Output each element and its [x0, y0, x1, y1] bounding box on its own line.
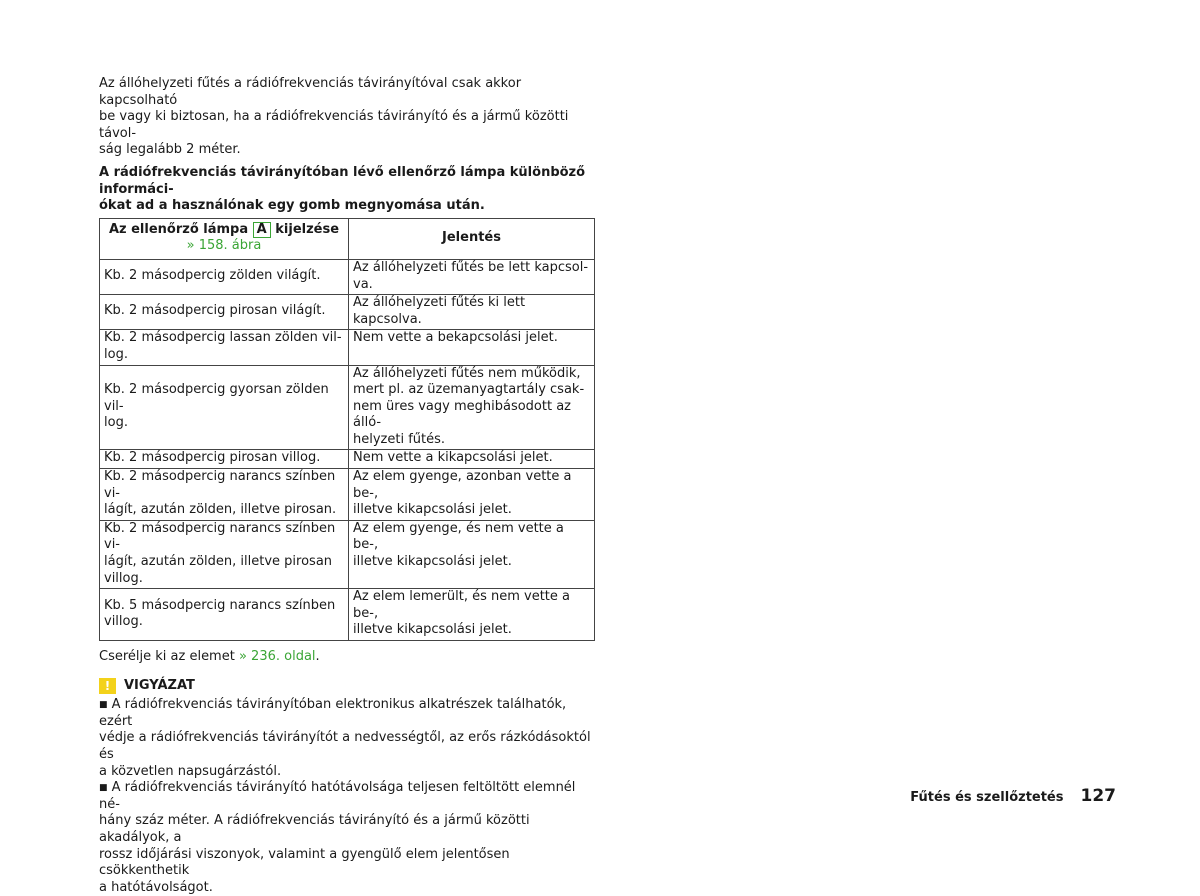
cell-indicator: Kb. 2 másodpercig narancs színben vi- lágít, azután zölden, illetve pirosan.	[100, 469, 349, 521]
intro-line: Az állóhelyzeti fűtés a rádiófrekvenciás távirányítóval csak akkor kapcsolható	[99, 76, 522, 108]
header-meaning: Jelentés	[349, 218, 595, 259]
intro-paragraph	[99, 76, 595, 159]
page-number: 127	[1080, 786, 1116, 806]
cell-meaning: Az állóhelyzeti fűtés be lett kapcsol- va.	[349, 259, 595, 294]
intro-line: ság legalább 2 méter.	[99, 142, 241, 158]
intro-line: be vagy ki biztosan, ha a rádiófrekvenciás távirányító és a jármű közötti távol-	[99, 109, 569, 141]
subhead-line: ókat ad a használónak egy gomb megnyomása után.	[99, 198, 485, 214]
table-row	[100, 295, 595, 330]
cell-indicator: Kb. 2 másodpercig pirosan villog.	[100, 450, 349, 469]
cell-indicator: Kb. 2 másodpercig zölden világít.	[100, 259, 349, 294]
figure-reference-link[interactable]: » 158. ábra	[186, 238, 262, 254]
subhead-line: A rádiófrekvenciás távirányítóban lévő ellenőrző lámpa különböző informáci-	[99, 164, 586, 197]
table-row	[100, 450, 595, 469]
cell-indicator: Kb. 5 másodpercig narancs színben villog.	[100, 589, 349, 641]
table-row	[100, 589, 595, 641]
table-row	[100, 259, 595, 294]
warning-body	[99, 697, 595, 896]
warning-title: VIGYÁZAT	[124, 677, 195, 693]
cell-meaning: Az elem lemerült, és nem vette a be-, illetve kikapcsolási jelet.	[349, 589, 595, 641]
bullet-icon: ■	[99, 783, 108, 794]
battery-replace-note: Cserélje ki az elemet » 236. oldal.	[99, 649, 320, 664]
warning-item: ■ A rádiófrekvenciás távirányító hatótávolsága teljesen feltöltött elemnél né- hány száz méter. A rádiófrekvenciás távirányító és a jármű közötti akadályok, a rossz időjárási viszonyok, valamint a gyengülő elem jelentősen csökkenthetik a hatótávolságot.	[99, 780, 576, 895]
page-footer	[910, 786, 1116, 806]
warning-heading	[99, 678, 595, 695]
cell-meaning: Nem vette a bekapcsolási jelet.	[349, 330, 595, 365]
cell-meaning: Az állóhelyzeti fűtés ki lett kapcsolva.	[349, 295, 595, 330]
table-row	[100, 520, 595, 588]
main-column	[99, 76, 595, 896]
warning-icon: !	[99, 678, 116, 694]
cell-indicator: Kb. 2 másodpercig gyorsan zölden vil- log.	[100, 365, 349, 450]
cell-meaning: Az állóhelyzeti fűtés nem működik, mert pl. az üzemanyagtartály csak- nem üres vagy meghibásodott az álló- helyzeti fűtés.	[349, 365, 595, 450]
cell-indicator: Kb. 2 másodpercig pirosan világít.	[100, 295, 349, 330]
table-row	[100, 365, 595, 450]
cell-indicator: Kb. 2 másodpercig lassan zölden vil- log.	[100, 330, 349, 365]
cell-meaning: Nem vette a kikapcsolási jelet.	[349, 450, 595, 469]
figure-label-A: A	[253, 222, 271, 238]
table-header-row	[100, 218, 595, 259]
header-indicator-display: Az ellenőrző lámpa A kijelzése » 158. ábra	[100, 218, 349, 259]
table-intro-heading	[99, 165, 595, 215]
table-row	[100, 469, 595, 521]
cell-indicator: Kb. 2 másodpercig narancs színben vi- lágít, azután zölden, illetve pirosan villog.	[100, 520, 349, 588]
table-row	[100, 330, 595, 365]
section-title: Fűtés és szellőztetés	[910, 790, 1064, 805]
cell-meaning: Az elem gyenge, azonban vette a be-, illetve kikapcsolási jelet.	[349, 469, 595, 521]
warning-item: ■ A rádiófrekvenciás távirányítóban elektronikus alkatrészek találhatók, ezért védje a rádiófrekvenciás távirányítót a nedvességtől, az erős rázkódásoktól és a közvetlen napsugárzástól.	[99, 697, 591, 779]
indicator-table	[99, 218, 595, 641]
bullet-icon: ■	[99, 700, 108, 711]
page-reference-link[interactable]: » 236. oldal	[238, 649, 316, 664]
cell-meaning: Az elem gyenge, és nem vette a be-, illetve kikapcsolási jelet.	[349, 520, 595, 588]
